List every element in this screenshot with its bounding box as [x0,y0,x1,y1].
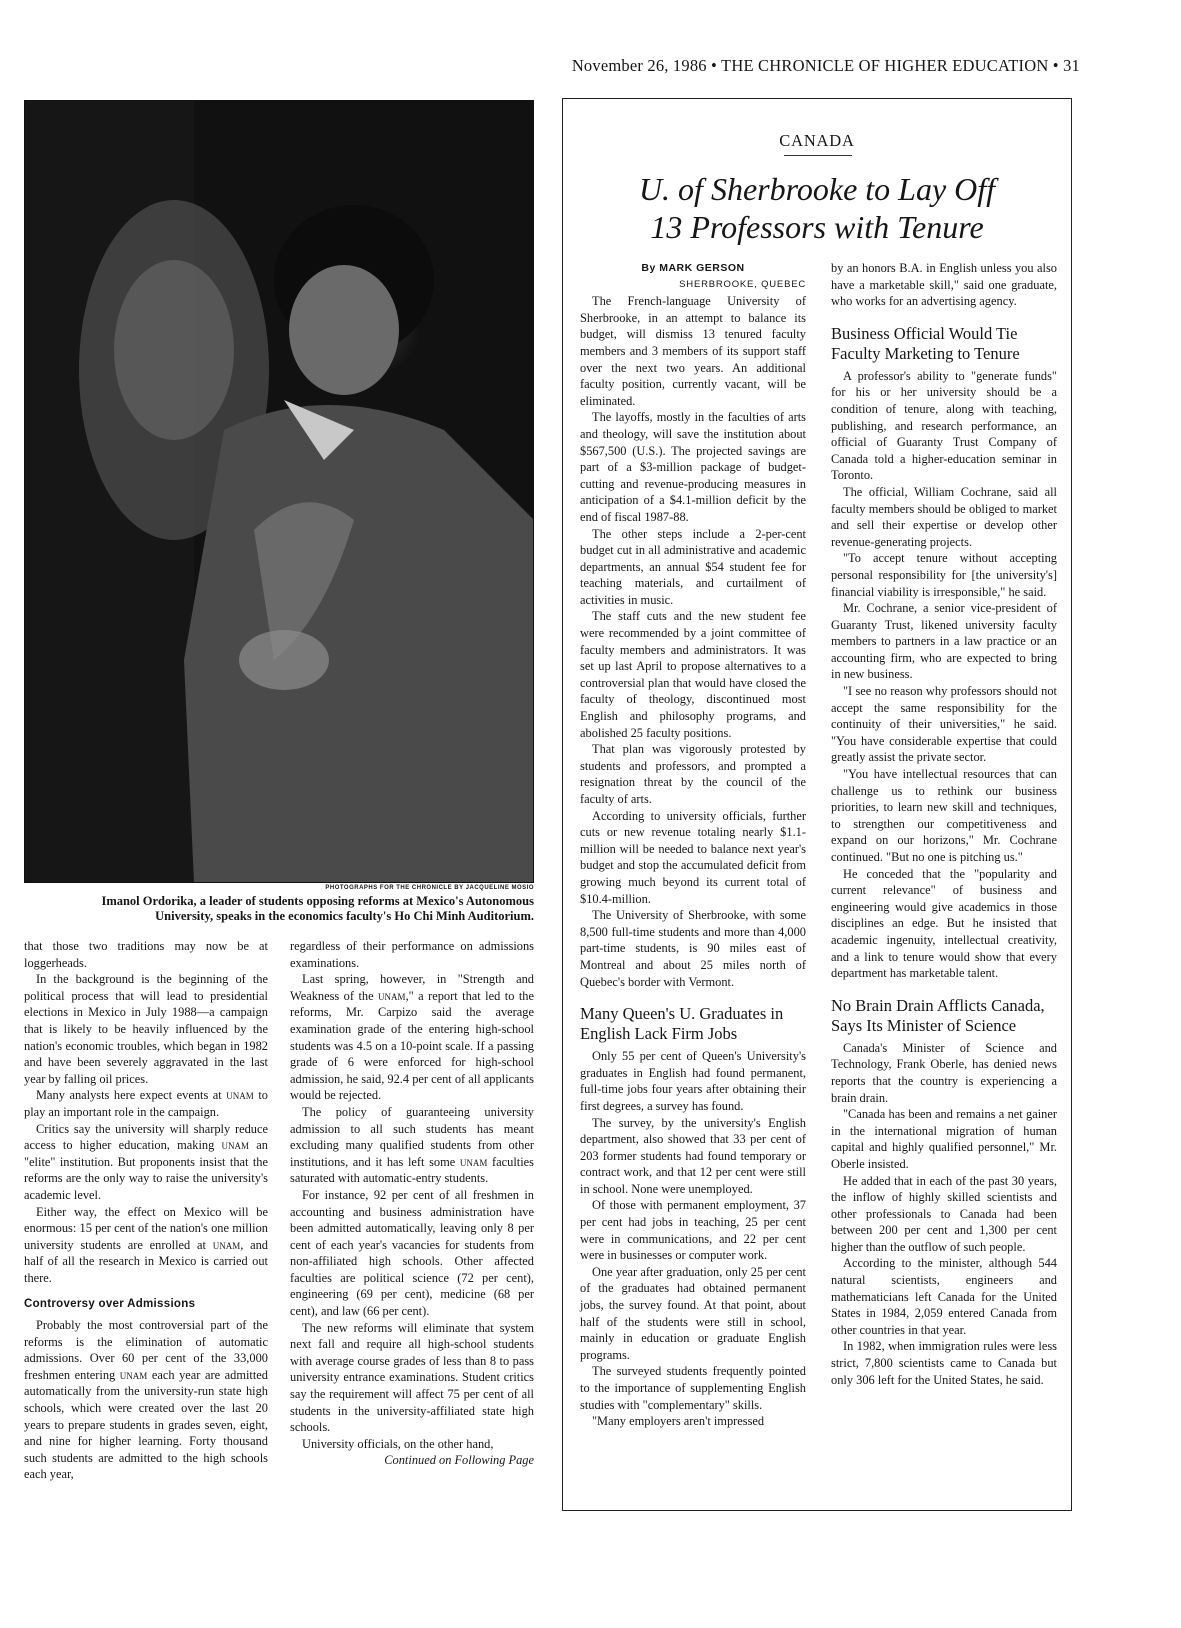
paragraph: "You have intellectual resources that can challenge us to rethink our business priorities, to learn new skill and techniques, to strengthen our competitiveness and expand on our horizons," Mr. Cochrane continued. "But no one is pitching us." [831,767,1057,864]
photo-credit: PHOTOGRAPHS FOR THE CHRONICLE BY JACQUELINE MOSIO [325,885,534,891]
paragraph: Either way, the effect on Mexico will be enormous: 15 per cent of the nation's one million university students are enrolled at unam, and half of all the research in Mexico is carried out there. [24,1204,268,1285]
paragraph: Many analysts here expect events at unam to play an important role in the campaign. [24,1088,268,1119]
paragraph: The policy of guaranteeing university admission to all such students has meant excluding many qualified students from other institutions, and it has left some unam faculties saturated with automatic-entry students. [290,1104,534,1186]
paragraph: The surveyed students frequently pointed to the importance of supplementing English studies with "complementary" skills. [580,1364,806,1412]
paragraph: The survey, by the university's English department, also showed that 33 per cent of 203 former students had found temporary or contract work, and that 12 per cent were still in school. None were unemployed. [580,1115,806,1196]
photo-image [24,100,534,883]
photo-student-speaker [24,100,534,883]
caption-line-1: Imanol Ordorika, a leader of students opposing reforms at Mexico's Autonomous [101,894,534,908]
paragraph: Last spring, however, in "Strength and Weakness of the unam," a report that led to the reforms, Mr. Carpizo said the average examination grade of the entering high-school students was 4.5 on a 10-point scale. If a passing grade of 6 were enforced for high-school admission, he said, 92.4 per cent of all applicants would be rejected. [290,972,534,1103]
headline-line-2: 13 Professors with Tenure [650,209,984,245]
headline-line-1: U. of Sherbrooke to Lay Off [638,171,996,207]
paragraph: One year after graduation, only 25 per cent of the graduates had obtained permanent jobs, the survey found. At that point, about half of the students were still in school, mainly in education or graduate English programs. [580,1264,806,1362]
paragraph: The new reforms will eliminate that system next fall and require all high-school students with average course grades of less than 8 to pass university entrance examinations. Student critics say the requirement will affect 75 per cent of all students in the university-affiliated state high schools. [290,1320,534,1435]
paragraph: The official, William Cochrane, said all faculty members should be obliged to market and sell their expertise or develop other revenue-generating projects. [831,484,1057,549]
paragraph: That plan was vigorously protested by students and professors, and prompted a resignation threat by the council of the faculty of arts. [580,742,806,806]
paragraph: "Canada has been and remains a net gainer in the international migration of human capital and highly qualified personnel," Mr. Oberle insisted. [831,1107,1057,1171]
subheadline-business-official: Business Official Would Tie Faculty Marketing to Tenure [831,323,1020,363]
paragraph: The University of Sherbrooke, with some 8,500 full-time students and more than 4,000 part-time students, is 90 miles east of Montreal and about 25 miles north of Quebec's border with Vermont. [580,908,806,989]
paragraph: by an honors B.A. in English unless you also have a marketable skill," said one graduate, who works for an advertising agency. [831,261,1057,309]
paragraph: Only 55 per cent of Queen's University's graduates in English had found permanent, full-time jobs four years after obtaining their first degrees, a survey has found. [580,1049,806,1113]
canada-column-2 [831,260,1057,1388]
page-header: November 26, 1986 • THE CHRONICLE OF HIGHER EDUCATION • 31 [571,56,1080,75]
subheadline-queens: Many Queen's U. Graduates in English Lack Firm Jobs [580,1004,784,1044]
dateline: SHERBROOKE, QUEBEC [679,278,806,290]
left-article-column-2 [290,938,534,1469]
paragraph: In the background is the beginning of the political process that will lead to presidential elections in Mexico in July 1988—a campaign that is likely to be heavily influenced by the nation's economic troubles, which began in 1982 and have been severely aggravated in the last year by falling oil prices. [24,972,268,1086]
paragraph: He conceded that the "popularity and current relevance" of business and engineering would give academics in those disciplines an edge. But he insisted that academic ingenuity, intellectual creativity, and a link to tenure would show that every department has marketable talent. [831,866,1057,981]
photo-caption [30,894,534,924]
byline: By MARK GERSON [641,262,745,274]
paragraph: A professor's ability to "generate funds" for his or her university should be a condition of tenure, along with teaching, publishing, and research performance, an official of Guaranty Trust Company of Canada told a higher-education seminar in Toronto. [831,368,1057,483]
canada-column-1 [580,260,806,1430]
paragraph: The staff cuts and the new student fee were recommended by a joint committee of faculty members and administrators. It was set up last April to propose alternatives to a controversial plan that would have closed the faculty of theology, discontinued most English and philosophy programs, and abolished 25 faculty positions. [580,609,806,740]
paragraph: "Many employers aren't impressed [592,1414,765,1429]
paragraph: "To accept tenure without accepting personal responsibility for [the university's] financial viability is irresponsible," he said. [831,551,1057,599]
paragraph: regardless of their performance on admissions examinations. [290,939,534,970]
left-article-column-1 [24,938,268,1483]
paragraph: According to the minister, although 544 natural scientists, engineers and mathematicians left Canada for the United States in 1984, 2,059 entered Canada from other countries in that year. [831,1256,1057,1337]
paragraph: Of those with permanent employment, 37 per cent had jobs in teaching, 25 per cent were in communications, and 22 per cent were in businesses or computer work. [580,1198,806,1263]
paragraph: University officials, on the other hand, [302,1436,494,1451]
headline [562,170,1072,246]
paragraph: In 1982, when immigration rules were less strict, 7,800 scientists came to Canada but only 306 left for the United States, he said. [831,1339,1057,1387]
paragraph: "I see no reason why professors should not accept the same responsibility for the continuity of their universities," he said. "You have considerable expertise that could greatly assist the private sector. [831,684,1057,765]
paragraph: Canada's Minister of Science and Technology, Frank Oberle, has denied news reports that the country is experiencing a brain drain. [831,1040,1057,1105]
paragraph: He added that in each of the past 30 years, the inflow of highly skilled scientists and other professionals to Canada had been between 200 per cent and 1,300 per cent higher than the outflow of such people. [831,1173,1057,1254]
subhead-controversy: Controversy over Admissions [24,1298,196,1311]
continued-notice: Continued on Following Page [384,1453,534,1468]
caption-line-2: University, speaks in the economics faculty's Ho Chi Minh Auditorium. [155,909,534,923]
paragraph: The layoffs, mostly in the faculties of arts and theology, will save the institution about $567,500 (U.S.). The projected savings are part of a $3-million package of budget-cutting and revenue-producing measures in anticipation of a $4.1-million deficit by the end of fiscal 1987-88. [580,410,806,524]
section-rule [784,155,852,156]
paragraph: According to university officials, further cuts or new revenue totaling nearly $1.1-million will be needed to balance next year's budget and stop the accumulated deficit from growing much beyond its current total of $10.4-million. [580,808,806,906]
paragraph: Mr. Cochrane, a senior vice-president of Guaranty Trust, likened university faculty members to partners in a law practice or an accounting firm, who are expected to bring in new business. [831,601,1057,682]
subheadline-brain-drain: No Brain Drain Afflicts Canada, Says Its Minister of Science [831,995,1045,1035]
paragraph: Probably the most controversial part of the reforms is the elimination of automatic admissions. Over 60 per cent of the 33,000 freshmen entering unam each year are admitted automatically from the university-run state high schools, which were created over the last 20 years to prepare students in grades seven, eight, and nine for higher learning. Forty thousand such students are admitted to the high schools each year, [24,1318,268,1482]
paragraph: For instance, 92 per cent of all freshmen in accounting and business administration have been admitted automatically, leaving only 8 per cent of each year's vacancies for students from non-affiliated high schools. Other affected faculties are political science (72 per cent), engineering (69 per cent), medicine (68 per cent), and law (66 per cent). [290,1187,534,1319]
section-label: CANADA [779,131,855,150]
paragraph: The other steps include a 2-per-cent budget cut in all administrative and academic departments, an annual $54 student fee for teaching materials, and curtailment of activities in music. [580,526,806,607]
paragraph: The French-language University of Sherbrooke, in an attempt to balance its budget, will dismiss 13 tenured faculty members and 3 members of its support staff over the next two years. An additional faculty position, currently vacant, will be eliminated. [580,294,806,408]
paragraph: Critics say the university will sharply reduce access to higher education, making unam an "elite" institution. But proponents insist that the reforms are the only way to raise the university's academic level. [24,1121,268,1202]
paragraph: that those two traditions may now be at loggerheads. [24,939,268,970]
